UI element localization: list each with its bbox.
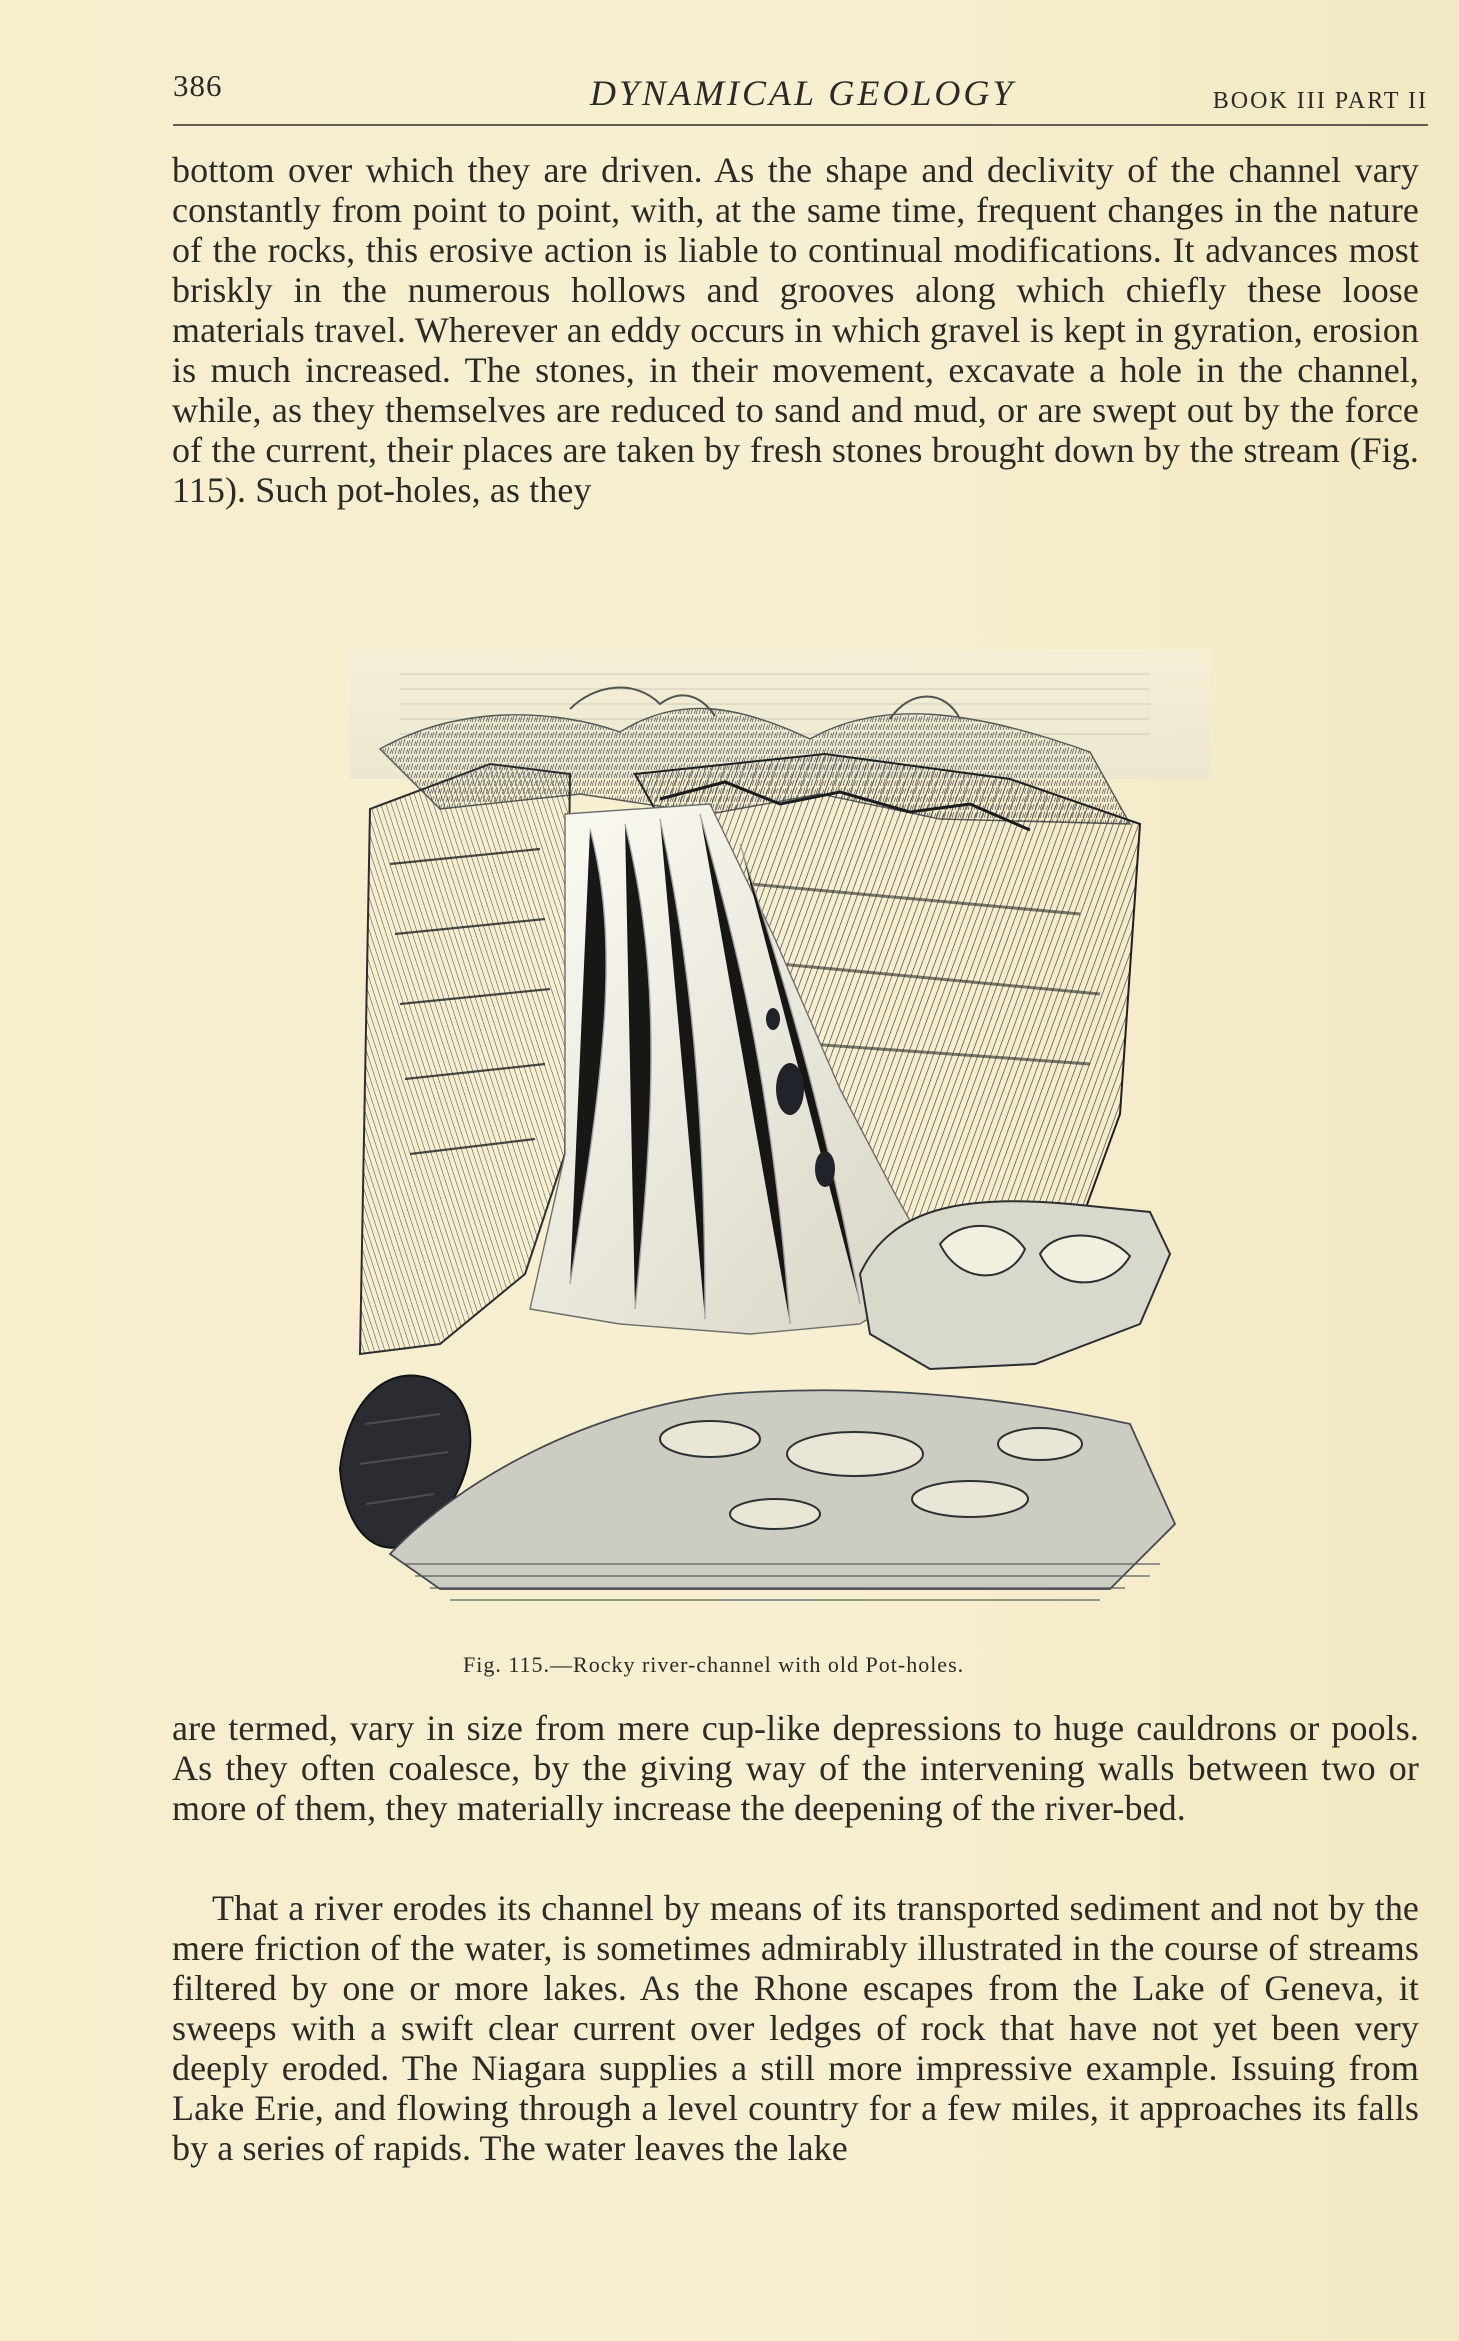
page-header: [173, 62, 1428, 112]
figure-illustration: [320, 634, 1240, 1624]
page-number: 386: [173, 68, 223, 103]
paragraph-river-erosion: That a river erodes its channel by means of its transported sediment and not by the mere friction of the water, is sometimes admirably illustrated in the course of streams filtered by one or more lakes. As the Rhone escapes from the Lake of Geneva, it sweeps with a swift clear current over ledges of rock that have not yet been very deeply eroded. The Niagara supplies a still more impressive example. Issuing from Lake Erie, and flowing through a level country for a few miles, it approaches its falls by a series of rapids. The water leaves the lake: [172, 1888, 1419, 2168]
figure-caption: Fig. 115.—Rocky river-channel with old Pot-holes.: [463, 1652, 965, 1677]
paragraph-pot-holes: are termed, vary in size from mere cup-like depressions to huge cauldrons or pools. As they often coalesce, by the giving way of the intervening walls between two or more of them, they materially increase the deepening of the river-bed.: [172, 1708, 1419, 1828]
book-part-label: BOOK III PART II: [1212, 88, 1428, 114]
header-rule: [173, 124, 1428, 126]
paragraph-intro: bottom over which they are driven. As the shape and declivity of the channel vary constantly from point to point, with, at the same time, frequent changes in the nature of the rocks, this erosive action is liable to continual modifications. It advances most briskly in the numerous hollows and grooves along which chiefly these loose materials travel. Wherever an eddy occurs in which gravel is kept in gyration, erosion is much increased. The stones, in their movement, excavate a hole in the channel, while, as they themselves are reduced to sand and mud, or are swept out by the force of the current, their places are taken by fresh stones brought down by the stream (Fig. 115). Such pot-holes, as they: [172, 150, 1419, 510]
engraving-icon: [320, 634, 1240, 1624]
running-title: DYNAMICAL GEOLOGY: [590, 73, 1016, 113]
